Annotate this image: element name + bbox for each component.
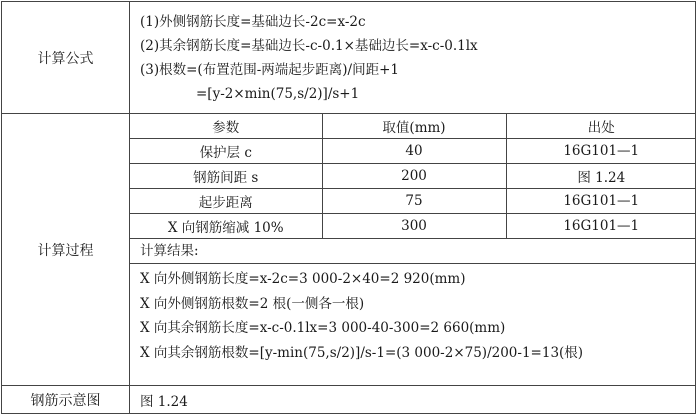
param-name: X 向钢筋缩减 10% <box>130 214 322 239</box>
result-block <box>130 264 695 368</box>
table-row <box>130 139 696 164</box>
param-value: 300 <box>322 214 506 239</box>
parameter-header-row <box>130 114 696 139</box>
param-source: 16G101—1 <box>506 189 696 214</box>
header-value: 取值(mm) <box>322 114 506 139</box>
param-value: 40 <box>322 139 506 164</box>
result-line-3: X 向其余钢筋长度=x-c-0.1lx=3 000-40-300=2 660(mm) <box>140 320 506 336</box>
parameter-table <box>130 114 696 239</box>
formula-line-3: (3)根数=(布置范围-两端起步距离)/间距+1 <box>140 61 399 78</box>
result-title: 计算结果: <box>130 239 695 264</box>
process-block <box>130 114 696 386</box>
param-source: 16G101—1 <box>506 139 696 164</box>
param-value: 75 <box>322 189 506 214</box>
param-source: 16G101—1 <box>506 214 696 239</box>
param-name: 起步距离 <box>130 189 322 214</box>
rebar-calculation-sheet <box>1 1 695 415</box>
param-source: 图 1.24 <box>506 164 696 189</box>
table-row <box>130 164 696 189</box>
table-row <box>130 214 696 239</box>
formula-line-1: (1)外侧钢筋长度=基础边长-2c=x-2c <box>140 13 366 30</box>
process-label: 计算过程 <box>2 114 130 386</box>
formula-line-4: =[y-2×min(75,s/2)]/s+1 <box>196 85 360 102</box>
calculation-table <box>1 1 696 414</box>
header-source: 出处 <box>506 114 696 139</box>
diagram-reference: 图 1.24 <box>130 386 696 414</box>
formula-label: 计算公式 <box>2 2 130 114</box>
diagram-label: 钢筋示意图 <box>2 386 130 414</box>
header-param: 参数 <box>130 114 322 139</box>
param-name: 钢筋间距 s <box>130 164 322 189</box>
table-row <box>130 189 696 214</box>
result-line-1: X 向外侧钢筋长度=x-2c=3 000-2×40=2 920(mm) <box>140 271 466 287</box>
param-name: 保护层 c <box>130 139 322 164</box>
result-line-4: X 向其余钢筋根数=[y-min(75,s/2)]/s-1=(3 000-2×75)/200-1=13(根) <box>140 344 584 361</box>
formula-line-2: (2)其余钢筋长度=基础边长-c-0.1×基础边长=x-c-0.1lx <box>140 37 478 54</box>
formula-block <box>130 2 696 114</box>
result-line-2: X 向外侧钢筋根数=2 根(一侧各一根) <box>140 295 365 312</box>
param-value: 200 <box>322 164 506 189</box>
